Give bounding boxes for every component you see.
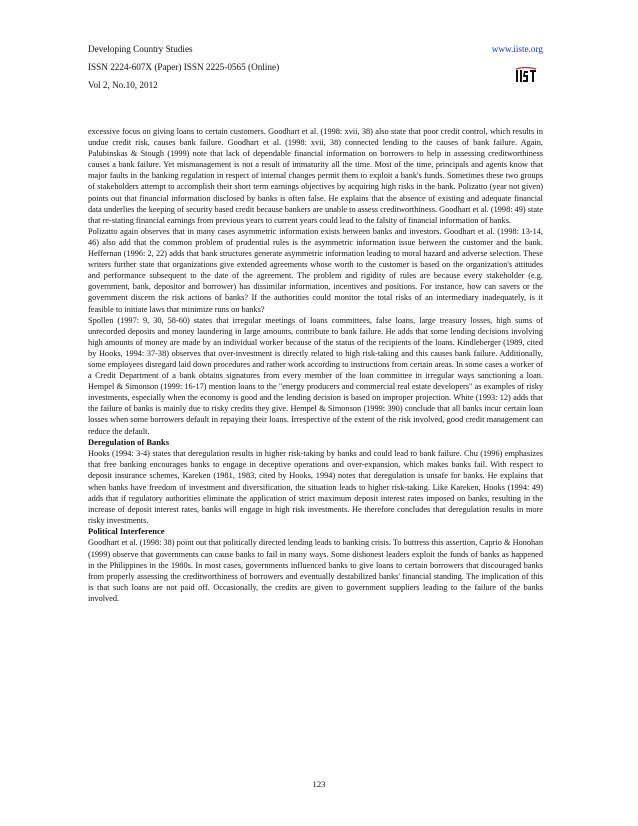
section-heading: Political Interference [88, 525, 165, 536]
section-heading: Deregulation of Banks [88, 436, 170, 447]
page-header [88, 40, 543, 94]
website-link[interactable]: www.iiste.org [491, 44, 543, 54]
iiste-logo [515, 67, 537, 83]
page-number: 123 [312, 779, 326, 789]
article-body [88, 126, 543, 604]
body-paragraph: Goodhart et al. (1998: 38) point out that politically directed lending leads to banking crisis. To buttress this assertion, Caprio & Honohan (1999) observe that governments can cause banks to fail in many ways. Some dishonest leaders exploit the funds of banks as happened in the Philippines in the 1980s. In most cases, governments influenced banks to give loans to certain borrowers that discouraged banks from properly assessing the creditworthiness of borrowers and eventually destabilized banks' financial standing. The implication of this is that such loans are not paid off. Occasionally, the credits are given to government suppliers leading to the failure of the banks involved. [88, 538, 543, 603]
body-paragraph: Hooks (1994: 3-4) states that deregulation results in higher risk-taking by banks and could lead to bank failure. Chu (1996) emphasizes that free banking encourages banks to engage in deceptive operations and over-expansion, which makes banks fail. With respect to deposit insurance schemes, Kareken (1981, 1983, cited by Hooks, 1994) notes that deregulation is unsafe for banks. He explains that when banks have freedom of investment and diversification, the situation leads to higher risk-taking. Like Kareken, Hooks (1994: 49) adds that if regulatory authorities eliminate the application of strict maximum deposit interest rates imposed on banks, resulting in the increase of deposit interest rates, banks will engage in high risk investments. He therefore concludes that deregulation results in more risky investments. [88, 449, 543, 525]
volume-line: Vol 2, No.10, 2012 [88, 80, 158, 90]
body-paragraph: Polizatto again observes that in many cases asymmetric information exists between banks and investors. Goodhart et al. (1998: 13-14, 46) also add that the common problem of prudential rules is the asymmetric information issue between the customer and the bank. Heffernan (1996: 2, 22) adds that bank structures generate asymmetric information leading to moral hazard and adverse selection. These writers further state that organizations give extended agreements whose worth to the customer is based on the organization's attitudes and performance subsequent to the date of the agreement. The problem and rigidity of rules are because every stakeholder (e.g. government, bank, depositor and borrower) has dissimilar information, incentives and positions. For instance, how can savers or the government discern the risk actions of banks? If the authorities could monitor the total risks of an intermediary inadequately, is it feasible to initiate laws that minimize runs on banks? [88, 226, 543, 314]
body-paragraph: Spollen (1997: 9, 30, 58-60) states that irregular meetings of loans committees, false loans, large treasury losses, high sums of unrecorded deposits and money laundering in large amounts, contribute to bank failure. He adds that some lending decisions involving high amounts of money are made by an individual worker because of the status of the recipients of the loans. Kindleberger (1989, cited by Hooks, 1994: 37-38) observes that over-investment is directly related to high risk-taking and this causes bank failure. Additionally, some employees disregard laid down procedures and rather work according to instructions from certain areas. In some cases a worker of a Credit Department of a bank obtains signatures from every member of the loan committee in irregular ways sanctioning a loan. Hempel & Simonson (1999: 16-17) mention loans to the "energy producers and commercial real estate developers" as examples of risky investments, especially when the economy is good and the lending decision is based on improper projection. White (1993: 12) adds that the failure of banks is mainly due to risky credits they give. Hempel & Simonson (1999: 390) conclude that all banks incur certain loan losses when some borrowers default in repaying their loans. Irrespective of the extent of the risk involved, good credit management can reduce the default. [88, 315, 543, 436]
issn-line: ISSN 2224-607X (Paper) ISSN 2225-0565 (Online) [88, 62, 280, 72]
journal-name: Developing Country Studies [88, 44, 193, 54]
body-paragraph: excessive focus on giving loans to certain customers. Goodhart et al. (1998: xvii, 38) also state that poor credit control, which results in undue credit risk, causes bank failure. Goodhart et al. (1998: xvii, 38) connected lending to the causes of bank failure. Again, Palubinskas & Stough (1999) note that lack of dependable financial information on borrowers to help in assessing creditworthiness causes a bank failure. Yet mismanagement is not a result of immaturity all the time. Most of the time, principals and agents know that major faults in the banking regulation in respect of internal changes permit them to exploit a bank's funds. Sometimes these two groups of stakeholders attempt to accomplish their short term earnings objectives by acquiring high risks in the bank. Polizatto (year not given) points out that financial information disclosed by banks is often false. He explains that the absence of existing and adequate financial data underlies the keeping of security based credit because bankers are unable to assess creditworthiness. Goodhart et al. (1998: 49) state that re-stating financial earnings from previous years to current years could lead to the falsity of financial information of banks. [88, 127, 543, 225]
